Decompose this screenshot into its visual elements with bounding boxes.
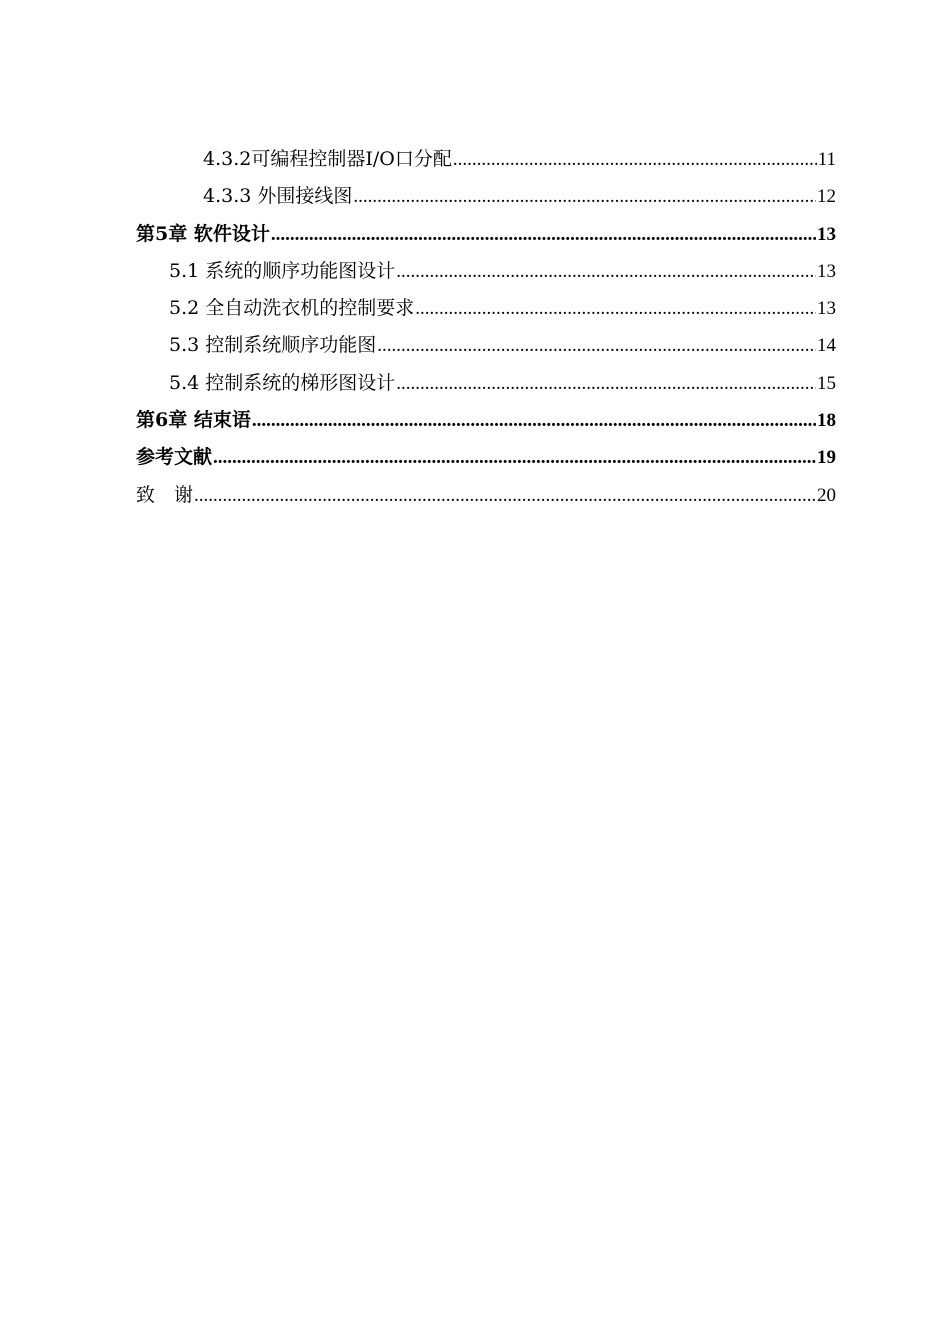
toc-entry-title: 参考文献 bbox=[136, 446, 213, 469]
toc-page-number: 11 bbox=[817, 149, 836, 170]
toc-entry-title: 致 谢 bbox=[136, 483, 194, 506]
toc-entry-references[interactable] bbox=[136, 439, 836, 476]
toc-page-number: 13 bbox=[817, 298, 836, 320]
toc-entry-title: 5.4 控制系统的梯形图设计 bbox=[169, 371, 396, 394]
toc-page-number: 18 bbox=[817, 410, 836, 432]
toc-entry-5-3[interactable] bbox=[136, 327, 836, 364]
toc-entry-title: 4.3.2可编程控制器I/O口分配 bbox=[203, 148, 452, 170]
toc-dot-leader bbox=[213, 439, 816, 476]
toc-dot-leader bbox=[415, 290, 816, 327]
toc-entry-title: 5.3 控制系统顺序功能图 bbox=[169, 334, 377, 357]
toc-entry-title: 第5章 软件设计 bbox=[136, 222, 270, 245]
toc-dot-leader bbox=[396, 365, 816, 402]
table-of-contents bbox=[136, 141, 836, 514]
toc-entry-title: 5.2 全自动洗衣机的控制要求 bbox=[169, 297, 415, 320]
toc-page-number: 19 bbox=[817, 447, 836, 469]
toc-page-number: 20 bbox=[817, 484, 836, 506]
toc-dot-leader bbox=[252, 402, 816, 439]
toc-entry-5-2[interactable] bbox=[136, 290, 836, 327]
toc-page-number: 15 bbox=[817, 372, 836, 394]
toc-entry-chapter-6[interactable] bbox=[136, 402, 836, 439]
toc-dot-leader bbox=[377, 327, 816, 364]
toc-page-number: 14 bbox=[817, 335, 836, 357]
toc-entry-title: 5.1 系统的顺序功能图设计 bbox=[169, 259, 396, 282]
toc-dot-leader bbox=[194, 477, 816, 514]
toc-dot-leader bbox=[396, 253, 816, 290]
toc-page-number: 13 bbox=[817, 223, 836, 245]
toc-entry-4-3-2[interactable] bbox=[136, 141, 836, 178]
toc-entry-5-4[interactable] bbox=[136, 365, 836, 402]
toc-dot-leader bbox=[453, 141, 817, 178]
toc-entry-acknowledgements[interactable] bbox=[136, 477, 836, 514]
toc-page-number: 12 bbox=[817, 186, 836, 208]
toc-entry-title: 4.3.3 外围接线图 bbox=[203, 185, 353, 208]
toc-entry-chapter-5[interactable] bbox=[136, 216, 836, 253]
toc-page-number: 13 bbox=[817, 260, 836, 282]
toc-dot-leader bbox=[271, 216, 816, 253]
toc-entry-4-3-3[interactable] bbox=[136, 178, 836, 215]
toc-entry-5-1[interactable] bbox=[136, 253, 836, 290]
toc-entry-title: 第6章 结束语 bbox=[136, 409, 251, 432]
toc-dot-leader bbox=[353, 178, 816, 215]
